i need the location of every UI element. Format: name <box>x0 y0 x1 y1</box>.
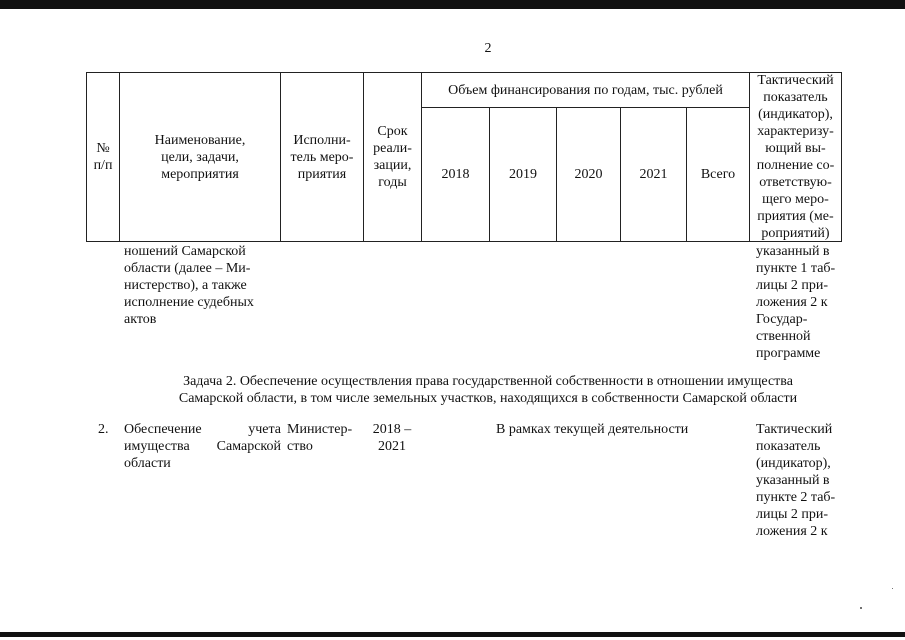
row2-financing: В рамках текущей деятельности <box>496 422 689 437</box>
task2-heading-line1: Задача 2. Обеспечение осуществления права государственной собственности в отношении имущества <box>183 374 793 389</box>
continuation-indicator-text: указанный в пункте 1 таб- лицы 2 при- ложения 2 к Государ- ственной программе <box>756 244 836 361</box>
row2-number: 2. <box>98 422 109 437</box>
row2-name-line1: Обеспечение учета <box>124 422 281 437</box>
table-header <box>86 72 842 242</box>
page-number: 2 <box>484 41 492 56</box>
header-period: Срок реали- зации, годы <box>363 72 422 242</box>
top-border-bar <box>0 0 905 9</box>
header-year-2019: 2019 <box>489 107 557 242</box>
task2-heading-line2: Самарской области, в том числе земельных участков, находящихся в собственности Самарской области <box>178 391 798 406</box>
header-num: № п/п <box>86 72 120 242</box>
header-year-2018: 2018 <box>421 107 490 242</box>
scan-speck <box>860 607 862 609</box>
row2-name-line3: области <box>124 456 171 471</box>
scan-speck <box>892 588 893 589</box>
row2-executor: Министер- ство <box>287 422 353 454</box>
header-year-2021: 2021 <box>620 107 687 242</box>
header-indicator: Тактический показатель (индикатор), характеризу- ющий вы- полнение со- ответствую- щего меро- приятия (ме- роприятий) <box>749 72 842 242</box>
row2-period: 2018 – 2021 <box>372 422 412 454</box>
header-year-2020: 2020 <box>556 107 621 242</box>
header-financing: Объем финансирования по годам, тыс. рублей <box>421 72 750 108</box>
continuation-name-text: ношений Самарской области (далее – Ми- нистерство), а также исполнение судебных актов <box>124 244 254 327</box>
header-name: Наименование, цели, задачи, мероприятия <box>119 72 281 242</box>
row2-name-line2: имущества Самарской <box>124 439 281 454</box>
header-total: Всего <box>686 107 750 242</box>
header-executor: Исполни- тель меро- приятия <box>280 72 364 242</box>
row2-indicator: Тактический показатель (индикатор), указанный в пункте 2 таб- лицы 2 при- ложения 2 к <box>756 422 836 539</box>
bottom-border-bar <box>0 632 905 637</box>
